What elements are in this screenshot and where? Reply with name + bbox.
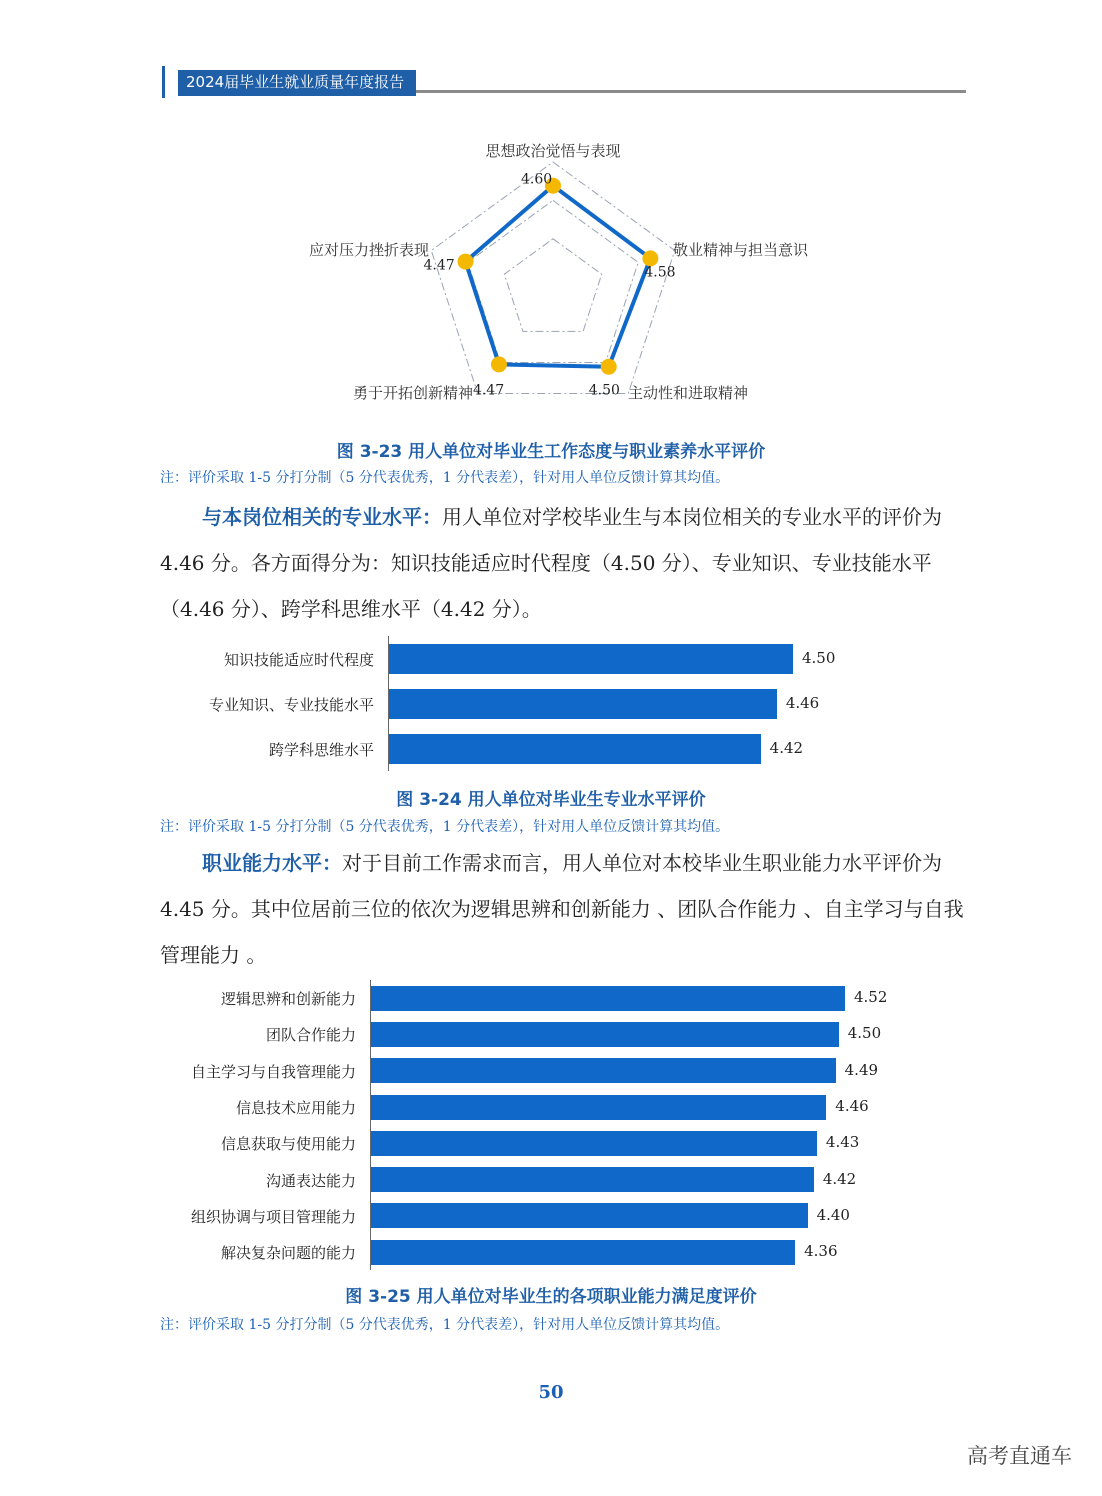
- bar: [371, 1203, 808, 1228]
- paragraph-professional-level: [160, 494, 972, 632]
- figure-note-3-25: 注：评价采取 1-5 分打分制（5 分代表优秀，1 分代表差），针对用人单位反馈计算其均值。: [160, 1317, 730, 1333]
- bar-value-label: 4.42: [769, 738, 804, 757]
- career-ability-bar-chart: [150, 980, 910, 1270]
- bar-category-label: 解决复杂问题的能力: [220, 1244, 356, 1263]
- figure-caption-3-24: 图 3-24 用人单位对毕业生专业水平评价: [396, 790, 706, 810]
- radar-category-label: 思想政治觉悟与表现: [485, 142, 621, 160]
- radar-category-label: 应对压力挫折表现: [308, 241, 429, 259]
- paragraph-body: 对于目前工作需求而言，用人单位对本校毕业生职业能力水平评价为 4.45 分。其中位居前三位的依次为逻辑思辨和创新能力 、团队合作能力 、自主学习与自我管理能力 。: [160, 851, 964, 967]
- bar: [371, 1022, 839, 1047]
- radar-value-label: 4.50: [588, 382, 620, 399]
- header-accent-bar: [162, 66, 165, 98]
- bar-category-label: 沟通表达能力: [265, 1171, 356, 1190]
- page-number: 50: [538, 1382, 564, 1403]
- bar-category-label: 跨学科思维水平: [268, 740, 374, 759]
- bar: [371, 1131, 817, 1156]
- report-header-title: 2024届毕业生就业质量年度报告: [178, 70, 416, 94]
- figure-note-3-23: 注：评价采取 1-5 分打分制（5 分代表优秀，1 分代表差），针对用人单位反馈计算其均值。: [160, 470, 730, 486]
- bar-value-label: 4.49: [844, 1060, 879, 1079]
- bar: [371, 1240, 795, 1265]
- header-rule: [416, 90, 966, 93]
- figure-caption-3-25: 图 3-25 用人单位对毕业生的各项职业能力满足度评价: [345, 1287, 757, 1307]
- bar-category-label: 逻辑思辨和创新能力: [220, 990, 356, 1009]
- radar-point: [601, 359, 617, 375]
- professional-level-bar-chart: [150, 636, 910, 774]
- bar: [371, 986, 845, 1011]
- radar-value-label: 4.58: [644, 264, 676, 281]
- bar-value-label: 4.52: [854, 988, 888, 1007]
- radar-category-label: 勇于开拓创新精神: [352, 384, 473, 402]
- bar-value-label: 4.43: [825, 1133, 860, 1152]
- bar: [371, 1167, 814, 1192]
- radar-grid-ring: [504, 239, 601, 332]
- radar-value-label: 4.47: [423, 257, 455, 274]
- bar-value-label: 4.36: [804, 1242, 838, 1261]
- radar-grid-ring: [468, 200, 638, 362]
- radar-point: [491, 356, 507, 372]
- header-underline: [178, 94, 416, 96]
- paragraph-lead: 职业能力水平：: [202, 851, 342, 875]
- bar: [389, 689, 777, 719]
- figure-caption-3-23: 图 3-23 用人单位对毕业生工作态度与职业素养水平评价: [336, 442, 766, 462]
- paragraph-lead: 与本岗位相关的专业水平：: [202, 505, 442, 529]
- radar-value-label: 4.60: [521, 171, 553, 188]
- bar-category-label: 信息技术应用能力: [235, 1099, 356, 1118]
- radar-point: [458, 254, 474, 270]
- bar-value-label: 4.40: [816, 1205, 850, 1224]
- bar-value-label: 4.42: [822, 1169, 857, 1188]
- bar: [371, 1058, 836, 1083]
- paragraph-body: 用人单位对学校毕业生与本岗位相关的专业水平的评价为 4.46 分。各方面得分为：知识技能适应时代程度（4.50 分）、专业知识、专业技能水平（4.46 分）、跨学科思维水平（4.42 分）。: [160, 505, 942, 621]
- radar-value-label: 4.47: [472, 382, 505, 399]
- bar-category-label: 团队合作能力: [265, 1026, 356, 1045]
- bar: [371, 1095, 826, 1120]
- bar: [389, 644, 793, 674]
- radar-category-label: 主动性和进取精神: [628, 384, 749, 402]
- bar-value-label: 4.46: [835, 1097, 869, 1116]
- bar-category-label: 自主学习与自我管理能力: [190, 1062, 356, 1081]
- bar: [389, 734, 761, 764]
- bar-value-label: 4.50: [802, 648, 836, 667]
- bar-category-label: 知识技能适应时代程度: [223, 650, 374, 669]
- bar-category-label: 信息获取与使用能力: [220, 1135, 356, 1154]
- figure-note-3-24: 注：评价采取 1-5 分打分制（5 分代表优秀，1 分代表差），针对用人单位反馈计算其均值。: [160, 819, 730, 835]
- bar-value-label: 4.46: [785, 693, 820, 712]
- radar-chart: [260, 120, 860, 420]
- radar-grid-ring: [431, 162, 674, 394]
- bar-category-label: 组织协调与项目管理能力: [190, 1207, 356, 1226]
- paragraph-career-ability: [160, 840, 972, 978]
- watermark-text: 高考直通车: [967, 1444, 1072, 1468]
- bar-category-label: 专业知识、专业技能水平: [208, 695, 374, 714]
- radar-category-label: 敬业精神与担当意识: [673, 241, 809, 259]
- bar-value-label: 4.50: [847, 1024, 882, 1043]
